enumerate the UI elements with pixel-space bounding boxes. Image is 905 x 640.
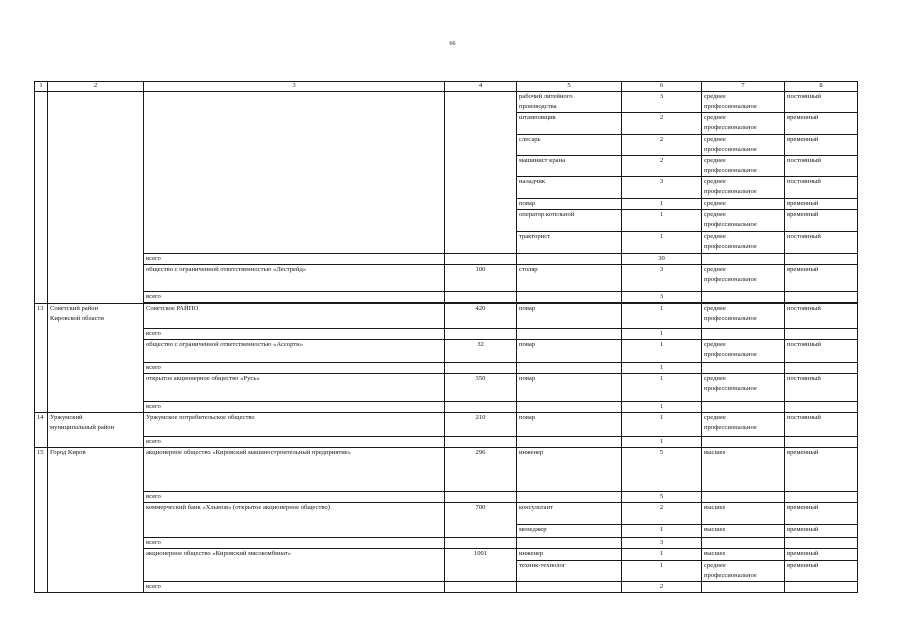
type-cell: постоянный [785, 156, 858, 177]
org-cell: акционерное общество «Кировский машиностроительный предприятие» [144, 448, 445, 492]
type-cell: временный [785, 525, 858, 538]
profession-cell: повар [517, 374, 622, 402]
total-count: 5 [622, 492, 702, 503]
profession-cell: повар [517, 199, 622, 210]
column-header: 7 [702, 82, 785, 92]
count-cell: 2 [622, 135, 702, 156]
count-cell: 1 [622, 525, 702, 538]
district-cell: Уржумский муниципальный район [48, 413, 144, 448]
vacancy-table [34, 81, 858, 593]
employees-cell: 1001 [445, 549, 517, 582]
total-count: 1 [622, 329, 702, 340]
total-row [35, 329, 858, 340]
total-count: 1 [622, 402, 702, 413]
org-cell: коммерческий банк «Хлынов» (открытое акционерное общество) [144, 503, 445, 538]
profession-cell: слесарь [517, 135, 622, 156]
employees-cell: 420 [445, 304, 517, 329]
total-row [35, 292, 858, 303]
column-header: 2 [48, 82, 144, 92]
type-cell: временный [785, 561, 858, 582]
type-cell: постоянный [785, 92, 858, 113]
type-cell: постоянный [785, 304, 858, 329]
profession-cell: машинист крана [517, 156, 622, 177]
total-label: всего [144, 492, 445, 503]
education-cell: высшее [702, 448, 785, 492]
education-cell: среднее профессиональное [702, 561, 785, 582]
employees-cell: 350 [445, 374, 517, 402]
education-cell: среднее профессиональное [702, 340, 785, 363]
employees-cell [445, 92, 517, 254]
total-row [35, 254, 858, 265]
education-cell: среднее профессиональное [702, 304, 785, 329]
education-cell: среднее профессиональное [702, 265, 785, 292]
type-cell: постоянный [785, 232, 858, 254]
table-row [35, 503, 858, 525]
column-header: 8 [785, 82, 858, 92]
table-row [35, 265, 858, 292]
org-cell: открытое акционерное общество «Русь» [144, 374, 445, 402]
education-cell: среднее [702, 199, 785, 210]
total-label: всего [144, 292, 445, 303]
type-cell: постоянный [785, 413, 858, 437]
count-cell: 3 [622, 177, 702, 199]
count-cell: 1 [622, 561, 702, 582]
profession-cell: повар [517, 413, 622, 437]
count-cell: 1 [622, 549, 702, 561]
table-row [35, 549, 858, 561]
education-cell: среднее профессиональное [702, 156, 785, 177]
district-cell: Советский район Кировской области [48, 304, 144, 413]
total-row [35, 363, 858, 374]
org-cell: Советское РАЙПО [144, 304, 445, 329]
profession-cell: техник-технолог [517, 561, 622, 582]
column-header: 4 [445, 82, 517, 92]
profession-cell: оператор котельной [517, 210, 622, 232]
type-cell: временный [785, 113, 858, 135]
num-cell [35, 92, 48, 304]
total-label: всего [144, 254, 445, 265]
column-header: 1 [35, 82, 48, 92]
region-number: 14 [35, 413, 48, 448]
total-count: 2 [622, 582, 702, 593]
column-header: 5 [517, 82, 622, 92]
org-cell: Уржумское потребительское общество [144, 413, 445, 437]
total-count: 3 [622, 292, 702, 303]
profession-cell: инженер [517, 549, 622, 561]
column-header: 3 [144, 82, 445, 92]
total-label: всего [144, 329, 445, 340]
education-cell: среднее профессиональное [702, 374, 785, 402]
employees-cell: 100 [445, 265, 517, 292]
profession-cell: инженер [517, 448, 622, 492]
profession-cell: повар [517, 340, 622, 363]
education-cell: среднее профессиональное [702, 232, 785, 254]
type-cell: временный [785, 199, 858, 210]
count-cell: 3 [622, 265, 702, 292]
employees-cell: 296 [445, 448, 517, 492]
total-row [35, 402, 858, 413]
education-cell: среднее профессиональное [702, 135, 785, 156]
count-cell: 1 [622, 210, 702, 232]
employees-cell: 32 [445, 340, 517, 363]
total-count: 1 [622, 437, 702, 448]
total-label: всего [144, 582, 445, 593]
count-cell: 1 [622, 340, 702, 363]
org-cell: общество с ограниченной ответственностью «Ассорти» [144, 340, 445, 363]
type-cell: временный [785, 210, 858, 232]
count-cell: 1 [622, 199, 702, 210]
page-number: 66 [449, 41, 456, 47]
table-row [35, 413, 858, 437]
count-cell: 1 [622, 374, 702, 402]
type-cell: постоянный [785, 340, 858, 363]
district-cell: Город Киров [48, 448, 144, 593]
education-cell: среднее профессиональное [702, 92, 785, 113]
district-cell [48, 92, 144, 304]
count-cell: 1 [622, 232, 702, 254]
table-row [35, 92, 858, 113]
total-row [35, 538, 858, 549]
profession-cell: штамповщик [517, 113, 622, 135]
profession-cell: столяр [517, 265, 622, 292]
column-number-row [35, 82, 858, 92]
total-label: всего [144, 538, 445, 549]
total-count: 30 [622, 254, 702, 265]
total-label: всего [144, 363, 445, 374]
region-number: 15 [35, 448, 48, 593]
total-row [35, 582, 858, 593]
total-row [35, 492, 858, 503]
education-cell: среднее профессиональное [702, 113, 785, 135]
column-header: 6 [622, 82, 702, 92]
education-cell: высшее [702, 549, 785, 561]
education-cell: среднее профессиональное [702, 210, 785, 232]
table-row [35, 340, 858, 363]
count-cell: 2 [622, 503, 702, 525]
count-cell: 3 [622, 92, 702, 113]
count-cell: 2 [622, 156, 702, 177]
type-cell: постоянный [785, 177, 858, 199]
count-cell: 5 [622, 448, 702, 492]
type-cell: временный [785, 135, 858, 156]
profession-cell: наладчик [517, 177, 622, 199]
total-count: 3 [622, 538, 702, 549]
type-cell: временный [785, 549, 858, 561]
type-cell: временный [785, 448, 858, 492]
employees-cell: 700 [445, 503, 517, 538]
table-row [35, 448, 858, 492]
profession-cell: повар [517, 304, 622, 329]
total-label: всего [144, 437, 445, 448]
count-cell: 1 [622, 304, 702, 329]
employees-cell: 210 [445, 413, 517, 437]
region-number: 13 [35, 304, 48, 413]
type-cell: постоянный [785, 374, 858, 402]
count-cell: 1 [622, 413, 702, 437]
table-row [35, 374, 858, 402]
profession-cell: консультант [517, 503, 622, 525]
education-cell: высшее [702, 525, 785, 538]
type-cell: временный [785, 503, 858, 525]
profession-cell: тракторист [517, 232, 622, 254]
profession-cell: менеджер [517, 525, 622, 538]
education-cell: среднее профессиональное [702, 413, 785, 437]
education-cell: высшее [702, 503, 785, 525]
org-cell: акционерное общество «Кировский мясокомбинат» [144, 549, 445, 582]
total-label: всего [144, 402, 445, 413]
org-cell [144, 92, 445, 254]
education-cell: среднее профессиональное [702, 177, 785, 199]
total-count: 1 [622, 363, 702, 374]
total-row [35, 437, 858, 448]
table-row [35, 304, 858, 329]
count-cell: 2 [622, 113, 702, 135]
org-cell: общество с ограниченной ответственностью «Лестрейд» [144, 265, 445, 292]
profession-cell: рабочий литейного производства [517, 92, 622, 113]
type-cell: временный [785, 265, 858, 292]
